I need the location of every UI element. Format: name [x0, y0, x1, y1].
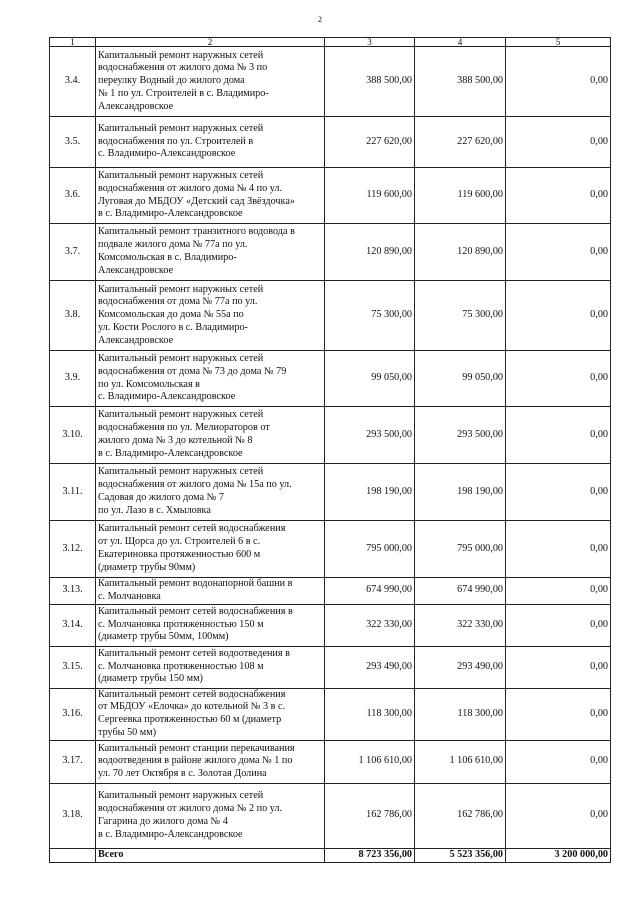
description-line: водоснабжения по ул. Строителей в [98, 135, 254, 147]
amount-c3: 162 786,00 [325, 783, 415, 848]
description-line: водоснабжения от дома № 77а по ул. [98, 296, 258, 308]
description-line: водоснабжения от жилого дома № 3 по [98, 62, 268, 74]
description-line: Капитальный ремонт наружных сетей [98, 409, 264, 421]
description-line: (диаметр трубы 50мм, 100мм) [98, 631, 229, 643]
description-line: Капитальный ремонт наружных сетей [98, 283, 264, 295]
description-line: водоснабжения от жилого дома № 15а по ул. [98, 479, 292, 491]
amount-c5: 0,00 [506, 688, 611, 740]
description-line: по ул. Лазо в с. Хмыловка [98, 504, 211, 516]
description-line: жилого дома № 3 до котельной № 8 [98, 435, 253, 446]
description-line: Луговая до МБДОУ «Детский сад Звёздочка» [98, 195, 295, 207]
description-line: с. Молчановка протяженностью 108 м [98, 660, 264, 672]
description-line: Гагарина до жилого дома № 4 [98, 815, 228, 827]
amount-c3: 388 500,00 [325, 47, 415, 117]
amount-c4: 118 300,00 [415, 688, 506, 740]
description-line: ул. 70 лет Октября в с. Золотая Долина [98, 768, 267, 780]
description-line: в с. Владимиро-Александровское [98, 447, 243, 459]
row-description [96, 604, 325, 646]
header-col-4: 4 [415, 38, 506, 47]
description-line: Екатериновка протяженностью 600 м [98, 549, 261, 560]
amount-c4: 1 106 610,00 [415, 740, 506, 783]
row-number: 3.8. [50, 281, 96, 351]
amount-c5: 0,00 [506, 604, 611, 646]
description-line: Капитальный ремонт сетей водоснабжения [98, 688, 286, 700]
description-line: Капитальный ремонт наружных сетей [98, 352, 264, 364]
row-description [96, 688, 325, 740]
amount-c5: 0,00 [506, 224, 611, 281]
row-number: 3.7. [50, 224, 96, 281]
description-line: с. Владимиро-Александровское [98, 391, 236, 403]
description-line: водоснабжения от дома № 73 до дома № 79 [98, 365, 287, 377]
description-line: Капитальный ремонт сетей водоснабжения в [98, 605, 293, 617]
description-line: водоснабжения по ул. Мелиораторов от [98, 422, 270, 434]
table-row [50, 168, 611, 224]
row-number: 3.6. [50, 168, 96, 224]
table-row [50, 224, 611, 281]
row-number: 3.5. [50, 117, 96, 168]
row-number: 3.12. [50, 521, 96, 578]
row-description [96, 783, 325, 848]
description-line: Капитальный ремонт станции перекачивания [98, 742, 295, 754]
amount-c5: 0,00 [506, 117, 611, 168]
amount-c3: 293 490,00 [325, 646, 415, 688]
amount-c4: 120 890,00 [415, 224, 506, 281]
table-row [50, 783, 611, 848]
description-line: Сергеевка протяженностью 60 м (диаметр [98, 714, 282, 726]
table-row [50, 47, 611, 117]
amount-c4: 162 786,00 [415, 783, 506, 848]
row-number: 3.9. [50, 351, 96, 407]
table-row [50, 407, 611, 464]
amount-c5: 0,00 [506, 578, 611, 605]
table-row [50, 351, 611, 407]
amount-c3: 120 890,00 [325, 224, 415, 281]
row-description [96, 578, 325, 605]
expense-table [49, 37, 611, 863]
description-line: Капитальный ремонт водонапорной башни в [98, 578, 293, 589]
page-number: 2 [318, 15, 322, 24]
amount-c5: 0,00 [506, 783, 611, 848]
description-line: водоотведения в районе жилого дома № 1 по [98, 755, 293, 767]
row-number: 3.4. [50, 47, 96, 117]
description-line: Капитальный ремонт сетей водоснабжения [98, 523, 286, 535]
row-number: 3.10. [50, 407, 96, 464]
amount-c4: 227 620,00 [415, 117, 506, 168]
table-row [50, 646, 611, 688]
description-line: в с. Владимиро-Александровское [98, 208, 243, 220]
description-line: Капитальный ремонт наружных сетей [98, 466, 264, 478]
row-description [96, 224, 325, 281]
row-description [96, 521, 325, 578]
total-c3: 8 723 356,00 [325, 848, 415, 862]
row-description [96, 646, 325, 688]
amount-c4: 75 300,00 [415, 281, 506, 351]
amount-c4: 293 490,00 [415, 646, 506, 688]
description-line: с. Молчановка [98, 590, 161, 602]
row-description [96, 407, 325, 464]
table-row [50, 117, 611, 168]
description-line: ул. Кости Рослого в с. Владимиро- [98, 321, 248, 333]
total-empty-cell [50, 848, 96, 862]
row-number: 3.17. [50, 740, 96, 783]
row-description [96, 168, 325, 224]
description-line: Капитальный ремонт наружных сетей [98, 790, 264, 802]
row-number: 3.16. [50, 688, 96, 740]
amount-c4: 293 500,00 [415, 407, 506, 464]
total-c5: 3 200 000,00 [506, 848, 611, 862]
header-col-5: 5 [506, 38, 611, 47]
description-line: Капитальный ремонт наружных сетей [98, 49, 264, 61]
row-number: 3.14. [50, 604, 96, 646]
description-line: от МБДОУ «Елочка» до котельной № 3 в с. [98, 701, 286, 713]
row-description [96, 117, 325, 168]
description-line: Капитальный ремонт наружных сетей [98, 122, 264, 134]
table-row [50, 464, 611, 521]
description-line: водоснабжения от жилого дома № 4 по ул. [98, 182, 283, 194]
amount-c3: 119 600,00 [325, 168, 415, 224]
row-description [96, 464, 325, 521]
row-description [96, 740, 325, 783]
total-label: Всего [96, 848, 325, 862]
header-col-3: 3 [325, 38, 415, 47]
description-line: Капитальный ремонт транзитного водовода в [98, 226, 295, 238]
amount-c3: 198 190,00 [325, 464, 415, 521]
description-line: с. Молчановка протяженностью 150 м [98, 618, 264, 630]
amount-c4: 388 500,00 [415, 47, 506, 117]
amount-c5: 0,00 [506, 168, 611, 224]
amount-c3: 1 106 610,00 [325, 740, 415, 783]
description-line: (диаметр трубы 90мм) [98, 561, 196, 573]
description-line: (диаметр трубы 150 мм) [98, 673, 203, 685]
description-line: Александровское [98, 334, 174, 346]
description-line: Александровское [98, 100, 174, 112]
amount-c3: 75 300,00 [325, 281, 415, 351]
row-description [96, 281, 325, 351]
amount-c4: 322 330,00 [415, 604, 506, 646]
total-row [50, 848, 611, 862]
amount-c3: 322 330,00 [325, 604, 415, 646]
amount-c3: 227 620,00 [325, 117, 415, 168]
amount-c5: 0,00 [506, 281, 611, 351]
description-line: № 1 по ул. Строителей в с. Владимиро- [98, 87, 269, 99]
header-col-2: 2 [96, 38, 325, 47]
amount-c5: 0,00 [506, 351, 611, 407]
amount-c4: 119 600,00 [415, 168, 506, 224]
table-row [50, 740, 611, 783]
row-description [96, 351, 325, 407]
table-row [50, 281, 611, 351]
amount-c3: 118 300,00 [325, 688, 415, 740]
amount-c5: 0,00 [506, 407, 611, 464]
table-row [50, 604, 611, 646]
description-line: подвале жилого дома № 77а по ул. [98, 239, 248, 251]
description-line: Садовая до жилого дома № 7 [98, 492, 224, 503]
amount-c4: 198 190,00 [415, 464, 506, 521]
amount-c4: 99 050,00 [415, 351, 506, 407]
description-line: с. Владимиро-Александровское [98, 148, 236, 160]
amount-c4: 674 990,00 [415, 578, 506, 605]
row-number: 3.13. [50, 578, 96, 605]
description-line: переулку Водный до жилого дома [98, 75, 245, 87]
amount-c5: 0,00 [506, 521, 611, 578]
amount-c3: 795 000,00 [325, 521, 415, 578]
amount-c5: 0,00 [506, 646, 611, 688]
header-col-1: 1 [50, 38, 96, 47]
description-line: трубы 50 мм) [98, 726, 157, 738]
description-line: от ул. Щорса до ул. Строителей 6 в с. [98, 536, 261, 548]
amount-c5: 0,00 [506, 464, 611, 521]
amount-c3: 674 990,00 [325, 578, 415, 605]
description-line: в с. Владимиро-Александровское [98, 828, 243, 840]
amount-c5: 0,00 [506, 740, 611, 783]
table-row [50, 578, 611, 605]
description-line: Капитальный ремонт наружных сетей [98, 169, 264, 181]
amount-c5: 0,00 [506, 47, 611, 117]
amount-c3: 99 050,00 [325, 351, 415, 407]
description-line: Капитальный ремонт сетей водоотведения в [98, 647, 290, 659]
table-row [50, 688, 611, 740]
row-number: 3.11. [50, 464, 96, 521]
total-c4: 5 523 356,00 [415, 848, 506, 862]
header-row [50, 38, 611, 47]
description-line: Комсомольская в с. Владимиро- [98, 252, 237, 263]
description-line: водоснабжения от жилого дома № 2 по ул. [98, 802, 283, 814]
description-line: Александровское [98, 264, 174, 276]
table-row [50, 521, 611, 578]
amount-c3: 293 500,00 [325, 407, 415, 464]
row-number: 3.15. [50, 646, 96, 688]
row-description [96, 47, 325, 117]
description-line: Комсомольская до дома № 55а по [98, 309, 244, 321]
amount-c4: 795 000,00 [415, 521, 506, 578]
description-line: по ул. Комсомольская в [98, 378, 200, 390]
row-number: 3.18. [50, 783, 96, 848]
